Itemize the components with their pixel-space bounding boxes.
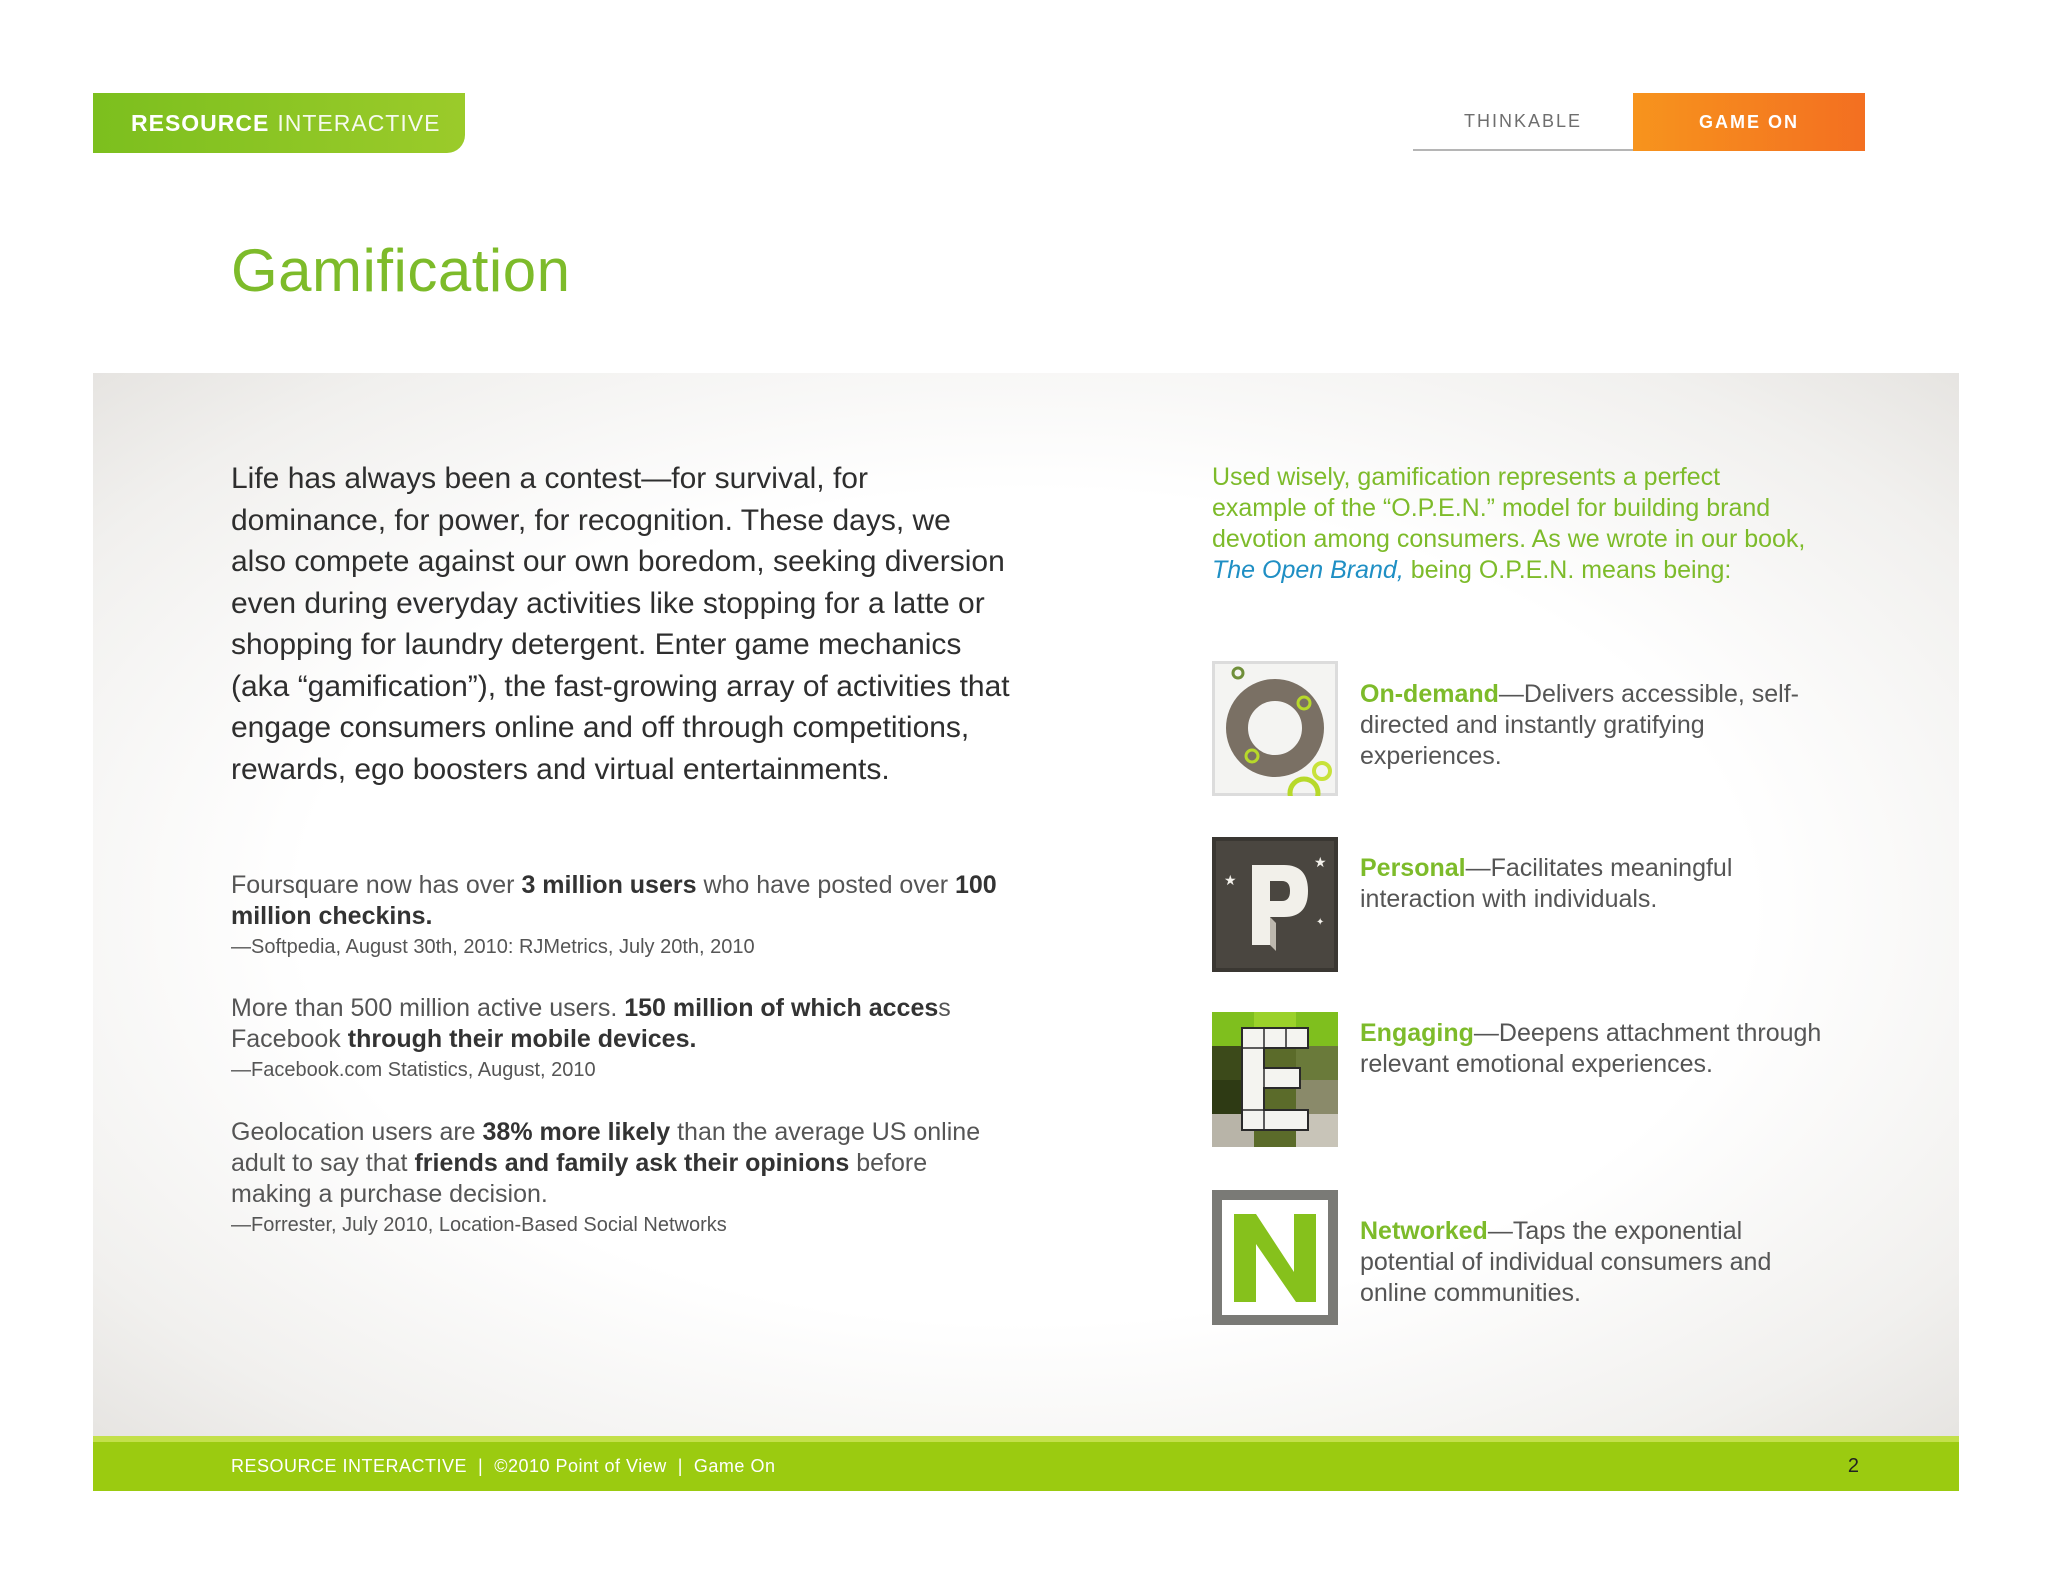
tab-thinkable[interactable]: THINKABLE — [1413, 93, 1633, 151]
open-item-text: Personal—Facilitates meaningful interaction with individuals. — [1360, 854, 1733, 913]
stat-foursquare — [231, 870, 1011, 962]
stat-text: Geolocation users are 38% more likely than the average US online adult to say that friends and family ask their opinions before making a purchase decision. — [231, 1118, 981, 1208]
tab-game-on[interactable]: GAME ON — [1633, 93, 1865, 151]
brand-name-strong: RESOURCE — [131, 109, 270, 136]
page-title: Gamification — [231, 237, 571, 304]
stat-source: —Forrester, July 2010, Location-Based Social Networks — [231, 1214, 727, 1236]
open-item-networked — [1212, 1190, 1862, 1325]
letter-p-icon — [1212, 837, 1338, 972]
open-item-personal — [1212, 837, 1862, 972]
stat-source: —Facebook.com Statistics, August, 2010 — [231, 1059, 596, 1081]
open-item-engaging — [1212, 1012, 1862, 1147]
footer-bar — [93, 1436, 1959, 1491]
open-item-on-demand — [1212, 661, 1862, 796]
letter-n-icon — [1212, 1190, 1338, 1325]
letter-o-icon — [1212, 661, 1338, 796]
open-model-intro: Used wisely, gamification represents a perfect example of the “O.P.E.N.” model for building brand devotion among consumers. As we wrote in our book, The Open Brand, being O.P.E.N. means being: — [1212, 463, 1806, 584]
svg-text:✦: ✦ — [1316, 917, 1325, 928]
stat-geolocation — [231, 1117, 1011, 1240]
section-tabs — [1413, 93, 1865, 151]
footer-text: RESOURCE INTERACTIVE | ©2010 Point of View | Game On — [231, 1456, 776, 1476]
open-item-text: Engaging—Deepens attachment through relevant emotional experiences. — [1360, 1019, 1822, 1078]
stat-source: —Softpedia, August 30th, 2010: RJMetrics, July 20th, 2010 — [231, 936, 755, 958]
stat-text: Foursquare now has over 3 million users who have posted over 100 million checkins. — [231, 871, 997, 930]
stat-text: More than 500 million active users. 150 million of which access Facebook through their mobile devices. — [231, 994, 951, 1053]
svg-text:★: ★ — [1314, 855, 1327, 871]
page-number: 2 — [1847, 1455, 1859, 1477]
open-item-text: Networked—Taps the exponential potential of individual consumers and online communities. — [1360, 1217, 1772, 1307]
open-item-text: On-demand—Delivers accessible, self-directed and instantly gratifying experiences. — [1360, 680, 1799, 770]
brand-logo — [93, 93, 465, 153]
intro-paragraph: Life has always been a contest—for survival, for dominance, for power, for recognition. These days, we also compete against our own boredom, seeking diversion even during everyday activities like stopping for a latte or shopping for laundry detergent. Enter game mechanics (aka “gamification”), the fast-growing array of activities that engage consumers online and off through competitions, rewards, ego boosters and virtual entertainments. — [231, 462, 1010, 786]
svg-text:★: ★ — [1224, 873, 1237, 889]
book-title: The Open Brand, — [1212, 556, 1404, 584]
stat-facebook — [231, 993, 1011, 1085]
brand-name-light: INTERACTIVE — [277, 109, 441, 136]
letter-e-icon — [1212, 1012, 1338, 1147]
